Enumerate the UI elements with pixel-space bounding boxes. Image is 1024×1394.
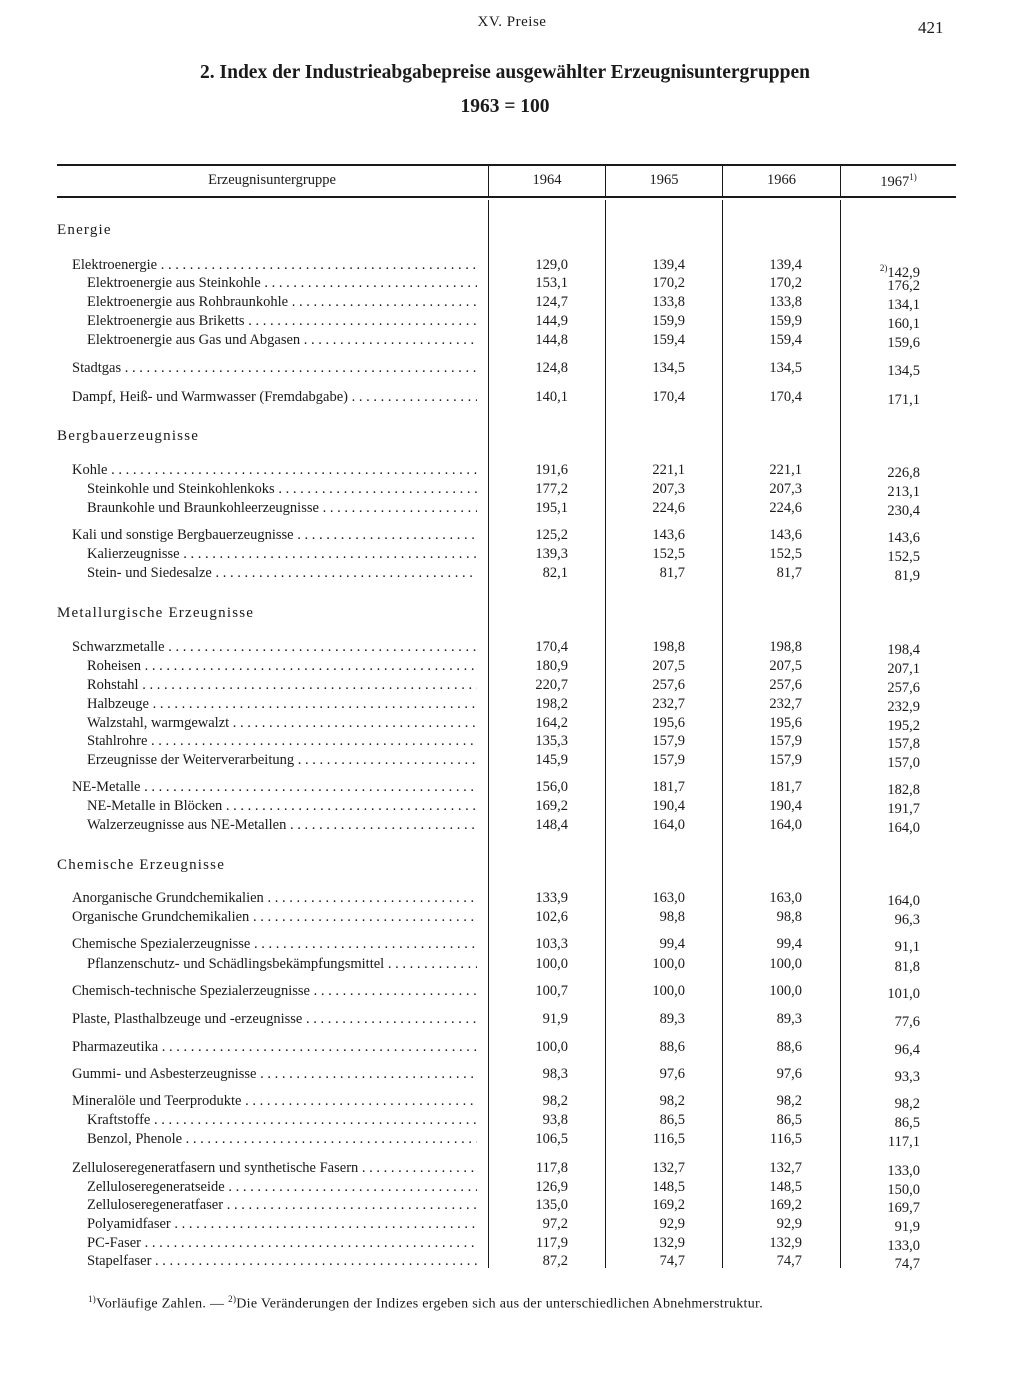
cell-1964: 191,6 bbox=[535, 462, 568, 478]
cell-1967: 195,2 bbox=[887, 718, 920, 734]
cell-1967: 207,1 bbox=[887, 661, 920, 677]
row-label: Benzol, Phenole . . . bbox=[87, 1130, 477, 1148]
cell-1967: 133,0 bbox=[887, 1163, 920, 1179]
row-label: Steinkohle und Steinkohlenkoks . . . bbox=[87, 480, 477, 498]
cell-1967: 159,6 bbox=[887, 335, 920, 351]
cell-1967: 91,1 bbox=[894, 939, 920, 955]
cell-value: 142,9 bbox=[887, 264, 920, 281]
cell-1967: 91,9 bbox=[894, 1219, 920, 1235]
cell-1966: 116,5 bbox=[769, 1131, 802, 1147]
cell-1964: 100,0 bbox=[535, 1039, 568, 1055]
cell-1964: 198,2 bbox=[535, 696, 568, 712]
cell-1965: 86,5 bbox=[659, 1112, 685, 1128]
row-label: Stein- und Siedesalze . . . bbox=[87, 564, 477, 582]
row-label: Elektroenergie aus Rohbraunkohle . . . bbox=[87, 293, 477, 311]
cell-1964: 100,0 bbox=[535, 956, 568, 972]
cell-1964: 98,2 bbox=[542, 1093, 568, 1109]
cell-1964: 126,9 bbox=[535, 1179, 568, 1195]
cell-1967: 77,6 bbox=[894, 1014, 920, 1030]
cell-1967: 133,0 bbox=[887, 1238, 920, 1254]
cell-1965: 139,4 bbox=[652, 257, 685, 273]
cell-1965: 164,0 bbox=[652, 817, 685, 833]
cell-1965: 157,9 bbox=[652, 733, 685, 749]
cell-1965: 152,5 bbox=[652, 546, 685, 562]
cell-1965: 207,5 bbox=[652, 658, 685, 674]
cell-1965: 100,0 bbox=[652, 983, 685, 999]
footnote bbox=[88, 1294, 763, 1313]
cell-1965: 232,7 bbox=[652, 696, 685, 712]
cell-1964: 98,3 bbox=[542, 1066, 568, 1082]
cell-1965: 169,2 bbox=[652, 1197, 685, 1213]
column-header-1965: 1965 bbox=[649, 172, 679, 188]
cell-1966: 139,4 bbox=[769, 257, 802, 273]
cell-1966: 99,4 bbox=[776, 936, 802, 952]
row-label: Erzeugnisse der Weiterverarbeitung . . . bbox=[87, 751, 477, 769]
section-heading-bergbau: Bergbauerzeugnisse bbox=[57, 428, 200, 444]
column-header-1967 bbox=[841, 172, 956, 191]
row-label: Pflanzenschutz- und Schädlingsbekämpfungsmittel . . . bbox=[87, 955, 477, 973]
row-label: Kraftstoffe . . . bbox=[87, 1111, 477, 1129]
footnote-text: Vorläufige Zahlen. — bbox=[96, 1296, 225, 1312]
row-label: Anorganische Grundchemikalien . . . bbox=[72, 889, 477, 907]
cell-1967: 230,4 bbox=[887, 503, 920, 519]
cell-1966: 133,8 bbox=[769, 294, 802, 310]
cell-1967: 74,7 bbox=[894, 1256, 920, 1272]
cell-1965: 98,2 bbox=[659, 1093, 685, 1109]
footnote-text: Die Veränderungen der Indizes ergeben sich aus der unterschiedlichen Abnehmerstruktur. bbox=[236, 1296, 764, 1312]
cell-1964: 97,2 bbox=[542, 1216, 568, 1232]
cell-1967: 157,0 bbox=[887, 755, 920, 771]
cell-1965: 163,0 bbox=[652, 890, 685, 906]
row-label: Organische Grundchemikalien . . . bbox=[72, 908, 477, 926]
row-label: Kalierzeugnisse . . . bbox=[87, 545, 477, 563]
cell-1965: 132,9 bbox=[652, 1235, 685, 1251]
row-label: Halbzeuge . . . bbox=[87, 695, 477, 713]
cell-1967: 232,9 bbox=[887, 699, 920, 715]
cell-1965: 190,4 bbox=[652, 798, 685, 814]
cell-1965: 132,7 bbox=[652, 1160, 685, 1176]
cell-1966: 221,1 bbox=[769, 462, 802, 478]
cell-1966: 195,6 bbox=[769, 715, 802, 731]
column-header-1964: 1964 bbox=[532, 172, 562, 188]
cell-1964: 106,5 bbox=[535, 1131, 568, 1147]
row-label: Dampf, Heiß- und Warmwasser (Fremdabgabe) . . . bbox=[72, 388, 477, 406]
cell-1964: 144,8 bbox=[535, 332, 568, 348]
cell-1964: 102,6 bbox=[535, 909, 568, 925]
cell-1965: 159,9 bbox=[652, 313, 685, 329]
row-label: Zelluloseregeneratseide . . . bbox=[87, 1178, 477, 1196]
cell-1966: 207,3 bbox=[769, 481, 802, 497]
cell-1966: 98,8 bbox=[776, 909, 802, 925]
row-label: Rohstahl . . . bbox=[87, 676, 477, 694]
cell-1964: 169,2 bbox=[535, 798, 568, 814]
row-label: Chemische Spezialerzeugnisse . . . bbox=[72, 935, 477, 953]
row-label: Elektroenergie aus Briketts . . . bbox=[87, 312, 477, 330]
cell-1964: 140,1 bbox=[535, 389, 568, 405]
cell-1965: 224,6 bbox=[652, 500, 685, 516]
cell-1966: 148,5 bbox=[769, 1179, 802, 1195]
column-header-1966: 1966 bbox=[767, 172, 796, 188]
row-label: Elektroenergie aus Steinkohle . . . bbox=[87, 274, 477, 292]
page-number: 421 bbox=[918, 18, 944, 37]
column-header-label: Erzeugnisuntergruppe bbox=[208, 172, 336, 188]
cell-1965: 99,4 bbox=[659, 936, 685, 952]
row-label: Chemisch-technische Spezialerzeugnisse . . . bbox=[72, 982, 477, 1000]
cell-1967: 152,5 bbox=[887, 549, 920, 565]
row-label: Elektroenergie aus Gas und Abgasen . . . bbox=[87, 331, 477, 349]
cell-1967: 191,7 bbox=[887, 801, 920, 817]
row-label: Polyamidfaser . . . bbox=[87, 1215, 477, 1233]
cell-1964: 117,8 bbox=[535, 1160, 568, 1176]
cell-1964: 156,0 bbox=[535, 779, 568, 795]
row-label: Walzstahl, warmgewalzt . . . bbox=[87, 714, 477, 732]
cell-1965: 198,8 bbox=[652, 639, 685, 655]
cell-1964: 139,3 bbox=[535, 546, 568, 562]
footnote-marker: 2) bbox=[228, 1294, 237, 1304]
cell-1965: 134,5 bbox=[652, 360, 685, 376]
cell-1966: 181,7 bbox=[769, 779, 802, 795]
row-label: Elektroenergie . . . bbox=[72, 256, 477, 274]
cell-1966: 98,2 bbox=[776, 1093, 802, 1109]
cell-1966: 74,7 bbox=[776, 1253, 802, 1269]
cell-1966: 159,4 bbox=[769, 332, 802, 348]
cell-1966: 157,9 bbox=[769, 733, 802, 749]
table-title: 2. Index der Industrieabgabepreise ausgewählter Erzeugnisuntergruppen bbox=[200, 62, 810, 83]
row-label: Schwarzmetalle . . . bbox=[72, 638, 477, 656]
cell-1964: 195,1 bbox=[535, 500, 568, 516]
cell-1966: 198,8 bbox=[769, 639, 802, 655]
cell-1966: 132,9 bbox=[769, 1235, 802, 1251]
cell-1967 bbox=[840, 259, 920, 281]
cell-1967: 213,1 bbox=[887, 484, 920, 500]
cell-1967: 257,6 bbox=[887, 680, 920, 696]
section-heading-metall: Metallurgische Erzeugnisse bbox=[57, 605, 255, 621]
row-label: NE-Metalle . . . bbox=[72, 778, 477, 796]
cell-1966: 81,7 bbox=[776, 565, 802, 581]
cell-1965: 143,6 bbox=[652, 527, 685, 543]
cell-1967: 169,7 bbox=[887, 1200, 920, 1216]
cell-1967: 182,8 bbox=[887, 782, 920, 798]
cell-1966: 132,7 bbox=[769, 1160, 802, 1176]
row-label: Stapelfaser . . . bbox=[87, 1252, 477, 1270]
cell-1965: 81,7 bbox=[659, 565, 685, 581]
cell-1964: 117,9 bbox=[535, 1235, 568, 1251]
row-label: Walzerzeugnisse aus NE-Metallen . . . bbox=[87, 816, 477, 834]
year-label: 1967 bbox=[880, 173, 910, 190]
cell-1966: 157,9 bbox=[769, 752, 802, 768]
cell-1964: 124,7 bbox=[535, 294, 568, 310]
cell-1967: 150,0 bbox=[887, 1182, 920, 1198]
cell-1967: 164,0 bbox=[887, 820, 920, 836]
cell-1967: 164,0 bbox=[887, 893, 920, 909]
cell-1967: 171,1 bbox=[887, 392, 920, 408]
cell-1967: 157,8 bbox=[887, 736, 920, 752]
cell-1967: 143,6 bbox=[887, 530, 920, 546]
cell-1964: 103,3 bbox=[535, 936, 568, 952]
cell-1964: 153,1 bbox=[535, 275, 568, 291]
cell-1966: 224,6 bbox=[769, 500, 802, 516]
cell-1966: 100,0 bbox=[769, 983, 802, 999]
cell-1965: 74,7 bbox=[659, 1253, 685, 1269]
cell-1966: 190,4 bbox=[769, 798, 802, 814]
cell-1964: 133,9 bbox=[535, 890, 568, 906]
footnote-marker: 1) bbox=[88, 1294, 97, 1304]
cell-1965: 257,6 bbox=[652, 677, 685, 693]
cell-1964: 148,4 bbox=[535, 817, 568, 833]
header-bottom-rule bbox=[57, 196, 956, 198]
row-label: Pharmazeutika . . . bbox=[72, 1038, 477, 1056]
row-label: Kali und sonstige Bergbauerzeugnisse . . . bbox=[72, 526, 477, 544]
cell-1965: 116,5 bbox=[652, 1131, 685, 1147]
table-subtitle: 1963 = 100 bbox=[460, 96, 550, 117]
running-head: XV. Preise bbox=[477, 14, 547, 30]
cell-1964: 177,2 bbox=[535, 481, 568, 497]
cell-1966: 164,0 bbox=[769, 817, 802, 833]
cell-1965: 97,6 bbox=[659, 1066, 685, 1082]
cell-1964: 145,9 bbox=[535, 752, 568, 768]
cell-1965: 100,0 bbox=[652, 956, 685, 972]
cell-1964: 100,7 bbox=[535, 983, 568, 999]
cell-1965: 159,4 bbox=[652, 332, 685, 348]
cell-1967: 117,1 bbox=[887, 1134, 920, 1150]
cell-1964: 87,2 bbox=[542, 1253, 568, 1269]
row-label: Zelluloseregeneratfasern und synthetische Fasern . . . bbox=[72, 1159, 477, 1177]
cell-1967: 226,8 bbox=[887, 465, 920, 481]
cell-1966: 92,9 bbox=[776, 1216, 802, 1232]
row-label: Kohle . . . bbox=[72, 461, 477, 479]
cell-1964: 93,8 bbox=[542, 1112, 568, 1128]
cell-1965: 221,1 bbox=[652, 462, 685, 478]
cell-1964: 135,0 bbox=[535, 1197, 568, 1213]
cell-1965: 207,3 bbox=[652, 481, 685, 497]
table-top-rule bbox=[57, 164, 956, 166]
cell-1964: 91,9 bbox=[542, 1011, 568, 1027]
cell-1964: 170,4 bbox=[535, 639, 568, 655]
row-label: Gummi- und Asbesterzeugnisse . . . bbox=[72, 1065, 477, 1083]
cell-1966: 134,5 bbox=[769, 360, 802, 376]
cell-1965: 170,2 bbox=[652, 275, 685, 291]
cell-1966: 100,0 bbox=[769, 956, 802, 972]
row-label: NE-Metalle in Blöcken . . . bbox=[87, 797, 477, 815]
footnote-marker: 2) bbox=[879, 263, 888, 273]
cell-1965: 98,8 bbox=[659, 909, 685, 925]
cell-1967: 86,5 bbox=[894, 1115, 920, 1131]
cell-1967: 98,2 bbox=[894, 1096, 920, 1112]
cell-1965: 157,9 bbox=[652, 752, 685, 768]
cell-1967: 93,3 bbox=[894, 1069, 920, 1085]
row-label: Stadtgas . . . bbox=[72, 359, 477, 377]
cell-1966: 97,6 bbox=[776, 1066, 802, 1082]
cell-1967: 176,2 bbox=[887, 278, 920, 294]
cell-1964: 82,1 bbox=[542, 565, 568, 581]
cell-1967: 96,4 bbox=[894, 1042, 920, 1058]
cell-1965: 89,3 bbox=[659, 1011, 685, 1027]
cell-1967: 198,4 bbox=[887, 642, 920, 658]
cell-1967: 96,3 bbox=[894, 912, 920, 928]
row-label: PC-Faser . . . bbox=[87, 1234, 477, 1252]
cell-1966: 170,2 bbox=[769, 275, 802, 291]
cell-1965: 92,9 bbox=[659, 1216, 685, 1232]
cell-1967: 101,0 bbox=[887, 986, 920, 1002]
cell-1966: 257,6 bbox=[769, 677, 802, 693]
cell-1964: 220,7 bbox=[535, 677, 568, 693]
row-label: Plaste, Plasthalbzeuge und -erzeugnisse . . . bbox=[72, 1010, 477, 1028]
cell-1967: 134,5 bbox=[887, 363, 920, 379]
cell-1966: 169,2 bbox=[769, 1197, 802, 1213]
row-label: Zelluloseregeneratfaser . . . bbox=[87, 1196, 477, 1214]
section-heading-chemie: Chemische Erzeugnisse bbox=[57, 857, 226, 873]
cell-1967: 160,1 bbox=[887, 316, 920, 332]
row-label: Stahlrohre . . . bbox=[87, 732, 477, 750]
cell-1964: 129,0 bbox=[535, 257, 568, 273]
cell-1966: 86,5 bbox=[776, 1112, 802, 1128]
cell-1966: 88,6 bbox=[776, 1039, 802, 1055]
cell-1964: 180,9 bbox=[535, 658, 568, 674]
cell-1964: 164,2 bbox=[535, 715, 568, 731]
cell-1967: 81,8 bbox=[894, 959, 920, 975]
section-heading-energie: Energie bbox=[57, 222, 112, 238]
footnote-marker: 1) bbox=[909, 172, 917, 182]
cell-1966: 170,4 bbox=[769, 389, 802, 405]
cell-1966: 163,0 bbox=[769, 890, 802, 906]
cell-1964: 124,8 bbox=[535, 360, 568, 376]
cell-1966: 207,5 bbox=[769, 658, 802, 674]
cell-1965: 133,8 bbox=[652, 294, 685, 310]
cell-1966: 159,9 bbox=[769, 313, 802, 329]
cell-1966: 152,5 bbox=[769, 546, 802, 562]
cell-1966: 232,7 bbox=[769, 696, 802, 712]
cell-1967: 134,1 bbox=[887, 297, 920, 313]
cell-1964: 135,3 bbox=[535, 733, 568, 749]
cell-1965: 148,5 bbox=[652, 1179, 685, 1195]
cell-1965: 181,7 bbox=[652, 779, 685, 795]
cell-1964: 144,9 bbox=[535, 313, 568, 329]
cell-1966: 143,6 bbox=[769, 527, 802, 543]
row-label: Roheisen . . . bbox=[87, 657, 477, 675]
row-label: Braunkohle und Braunkohleerzeugnisse . . . bbox=[87, 499, 477, 517]
row-label: Mineralöle und Teerprodukte . . . bbox=[72, 1092, 477, 1110]
cell-1966: 89,3 bbox=[776, 1011, 802, 1027]
cell-1965: 88,6 bbox=[659, 1039, 685, 1055]
cell-1964: 125,2 bbox=[535, 527, 568, 543]
cell-1965: 170,4 bbox=[652, 389, 685, 405]
cell-1965: 195,6 bbox=[652, 715, 685, 731]
cell-1967: 81,9 bbox=[894, 568, 920, 584]
